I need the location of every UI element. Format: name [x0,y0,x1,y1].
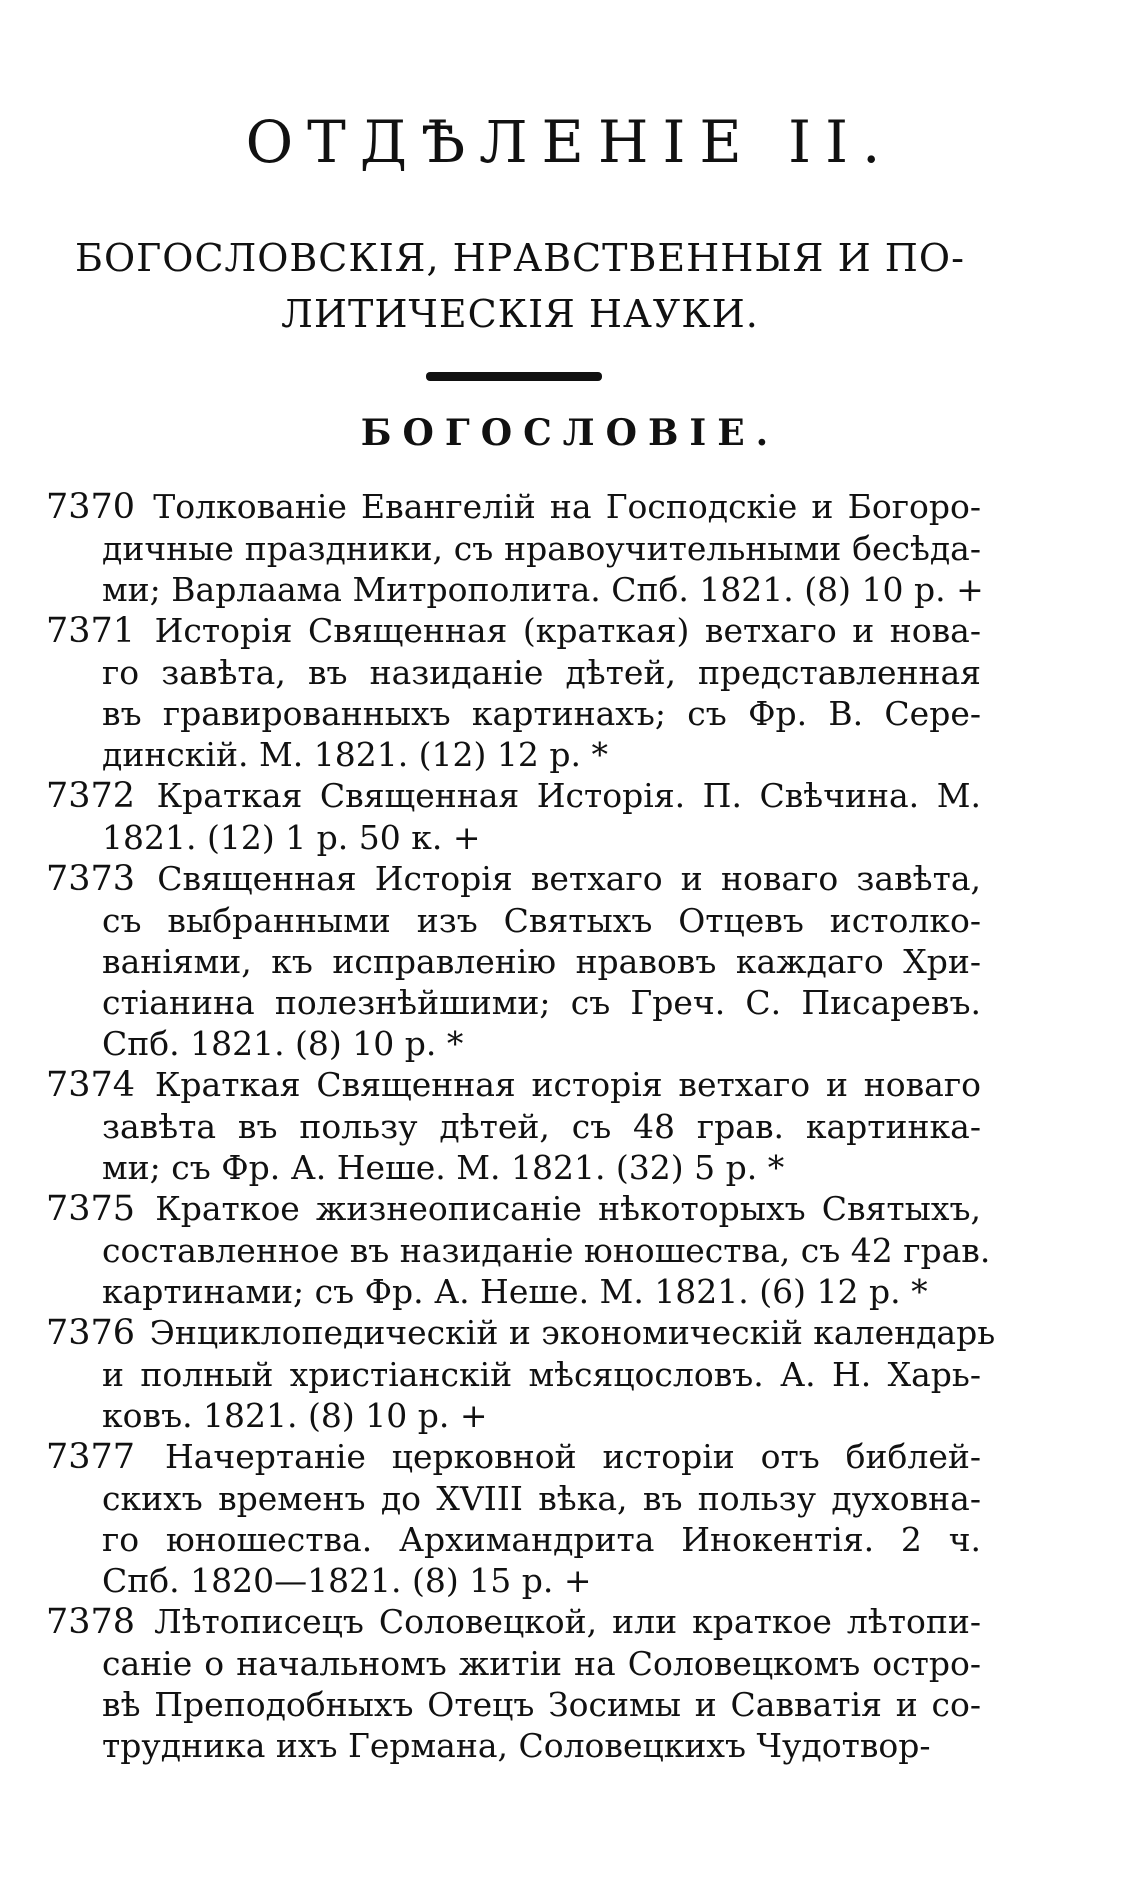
catalog-entry [46,1436,981,1601]
entry-number: 7375 [46,1189,136,1229]
entry-line [46,1436,981,1478]
entry-line [46,1147,981,1188]
entry-text: составленное въ назиданіе юношества, съ 42 грав. [102,1231,991,1270]
entry-number: 7371 [46,611,136,651]
catalog-entry [46,775,981,858]
entry-text: стіанина полезнѣйшими; съ Греч. С. Писаревъ. [102,983,981,1022]
entry-line [46,1106,981,1147]
entry-line [46,775,981,817]
entry-text: Толкованіе Евангелій на Господскіе и Богоро- [153,487,981,526]
entry-line [46,1725,981,1766]
entry-text: трудника ихъ Германа, Соловецкихъ Чудотвор- [102,1726,931,1765]
entry-text: скихъ временъ до XVIII вѣка, въ пользу духовна- [102,1479,981,1518]
catalog-entries [46,486,996,1766]
subsection-heading: БОГОСЛОВІЕ. [360,412,780,454]
entry-number: 7370 [46,487,136,527]
entry-line [46,610,981,652]
catalog-entry [46,1601,981,1766]
entry-text: Начертаніе церковной исторіи отъ библей- [164,1437,981,1476]
entry-line [46,693,981,734]
entry-line [46,982,981,1023]
entry-text: го юношества. Архимандрита Инокентія. 2 ч. [102,1520,981,1559]
entry-line [46,1354,981,1395]
entry-text: ваніями, къ исправленію нравовъ каждаго Хри- [102,942,981,981]
entry-line [46,817,981,858]
entry-line [46,1519,981,1560]
entry-text: динскій. М. 1821. (12) 12 р. * [102,735,608,774]
entry-number: 7374 [46,1065,136,1105]
entry-number: 7372 [46,776,136,816]
entry-line [46,486,981,528]
section-title: ОТДѢЛЕНІЕ II. [245,108,895,176]
entry-line [46,1560,981,1601]
catalog-entry [46,1064,981,1188]
entry-line [46,1188,981,1230]
entry-number: 7376 [46,1313,136,1353]
entry-text: саніе о начальномъ житіи на Соловецкомъ остро- [102,1644,981,1683]
entry-text: ми; Варлаама Митрополита. Спб. 1821. (8) 10 р. + [102,570,984,609]
entry-text: Краткая Священная Исторія. П. Свѣчина. М. [156,776,981,815]
decorative-rule [426,372,602,381]
catalog-entry [46,486,984,610]
entry-text: го завѣта, въ назиданіе дѣтей, представленная [102,653,981,692]
entry-text: Исторія Священная (краткая) ветхаго и нова- [154,611,981,650]
entry-line [46,1395,981,1436]
catalog-entry [46,1188,991,1312]
entry-line [46,1684,981,1725]
entry-line [46,1643,981,1684]
entry-text: и полный христіанскій мѣсяцословъ. А. Н. Харь- [102,1355,981,1394]
entry-number: 7373 [46,859,136,899]
entry-line [46,1271,981,1312]
entry-text: ковъ. 1821. (8) 10 р. + [102,1396,488,1435]
entry-text: дичные праздники, съ нравоучительными бесѣда- [102,529,981,568]
entry-text: съ выбранными изъ Святыхъ Отцевъ истолко- [102,901,981,940]
entry-line [46,1601,981,1643]
entry-text: ми; съ Фр. А. Неше. М. 1821. (32) 5 р. * [102,1148,785,1187]
entry-text: вѣ Преподобныхъ Отецъ Зосимы и Савватія и со- [102,1685,981,1724]
entry-line [46,1230,991,1271]
entry-line [46,734,981,775]
entry-text: завѣта въ пользу дѣтей, съ 48 грав. картинка- [102,1107,981,1146]
entry-text: Спб. 1821. (8) 10 р. * [102,1024,464,1063]
entry-line [46,941,981,982]
entry-line [46,1023,981,1064]
entry-line [46,1478,981,1519]
entry-text: 1821. (12) 1 р. 50 к. + [102,818,481,857]
entry-number: 7378 [46,1602,136,1642]
entry-line [46,652,981,693]
entry-text: Краткая Священная исторія ветхаго и новаго [154,1065,982,1104]
catalog-entry [46,1312,996,1436]
entry-line [46,528,981,569]
entry-text: Краткое жизнеописаніе нѣкоторыхъ Святыхъ, [155,1189,981,1228]
heading-line-2: ЛИТИЧЕСКІЯ НАУКИ. [281,292,759,336]
entry-text: Спб. 1820—1821. (8) 15 р. + [102,1561,592,1600]
catalog-entry [46,610,981,775]
section-heading [55,230,985,342]
entry-number: 7377 [46,1437,136,1477]
entry-line [46,1064,981,1106]
entry-line [46,900,981,941]
entry-line [46,569,984,610]
entry-line [46,1312,996,1354]
entry-text: въ гравированныхъ картинахъ; съ Фр. В. Серe- [102,694,981,733]
entry-text: картинами; съ Фр. А. Неше. М. 1821. (6) 12 р. * [102,1272,928,1311]
entry-text: Лѣтописецъ Соловецкой, или краткое лѣтопи- [154,1602,981,1641]
heading-line-1: БОГОСЛОВСКІЯ, НРАВСТВЕННЫЯ И ПО- [75,236,965,280]
entry-line [46,858,981,900]
entry-text: Священная Исторія ветхаго и новаго завѣта, [157,859,981,898]
entry-text: Энциклопедическій и экономическій календарь [149,1313,996,1352]
catalog-entry [46,858,981,1064]
